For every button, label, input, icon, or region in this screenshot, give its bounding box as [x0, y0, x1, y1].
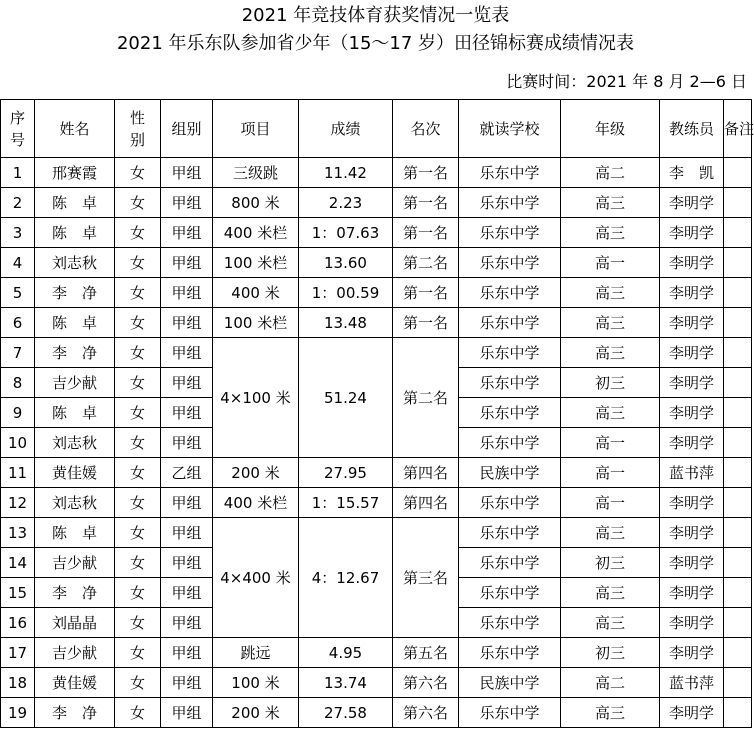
cell-result: 51.24 — [299, 338, 393, 458]
cell-group: 甲组 — [161, 578, 213, 608]
cell-school: 乐东中学 — [459, 698, 561, 728]
cell-coach: 李明学 — [660, 398, 724, 428]
header-seq — [1, 100, 35, 158]
cell-seq: 4 — [1, 248, 35, 278]
cell-result: 13.48 — [299, 308, 393, 338]
cell-result: 13.74 — [299, 668, 393, 698]
header-rank: 名次 — [393, 100, 459, 158]
cell-event: 100 米栏 — [213, 308, 299, 338]
cell-school: 乐东中学 — [459, 548, 561, 578]
header-seq-top: 序 — [9, 108, 25, 127]
cell-rank: 第三名 — [393, 518, 459, 638]
header-gender — [115, 100, 161, 158]
cell-school: 乐东中学 — [459, 368, 561, 398]
cell-gender: 女 — [115, 218, 161, 248]
header-school: 就读学校 — [459, 100, 561, 158]
cell-name: 吉少献 — [35, 548, 115, 578]
cell-coach: 李明学 — [660, 218, 724, 248]
cell-group: 甲组 — [161, 668, 213, 698]
cell-seq: 13 — [1, 518, 35, 548]
cell-rank: 第二名 — [393, 338, 459, 458]
cell-name: 黄佳媛 — [35, 668, 115, 698]
cell-grade: 高三 — [561, 338, 660, 368]
cell-note — [724, 578, 752, 608]
cell-note — [724, 458, 752, 488]
cell-seq: 17 — [1, 638, 35, 668]
table-row — [1, 638, 752, 668]
cell-seq: 16 — [1, 608, 35, 638]
cell-name: 李 净 — [35, 338, 115, 368]
cell-group: 甲组 — [161, 158, 213, 188]
cell-grade: 高三 — [561, 278, 660, 308]
table-row — [1, 518, 752, 548]
cell-result: 27.95 — [299, 458, 393, 488]
cell-school: 乐东中学 — [459, 188, 561, 218]
cell-group: 甲组 — [161, 218, 213, 248]
cell-grade: 高三 — [561, 698, 660, 728]
cell-seq: 11 — [1, 458, 35, 488]
table-row — [1, 278, 752, 308]
cell-seq: 5 — [1, 278, 35, 308]
cell-school: 民族中学 — [459, 668, 561, 698]
cell-gender: 女 — [115, 548, 161, 578]
header-note: 备注 — [724, 100, 752, 158]
cell-event: 100 米 — [213, 668, 299, 698]
cell-event: 200 米 — [213, 698, 299, 728]
header-coach: 教练员 — [660, 100, 724, 158]
table-header-row — [1, 100, 752, 158]
table-row — [1, 668, 752, 698]
cell-gender: 女 — [115, 668, 161, 698]
competition-date: 比赛时间：2021 年 8 月 2—6 日 — [506, 72, 747, 91]
cell-result: 11.42 — [299, 158, 393, 188]
cell-note — [724, 398, 752, 428]
cell-grade: 高一 — [561, 428, 660, 458]
cell-coach: 蓝书萍 — [660, 458, 724, 488]
cell-coach: 李明学 — [660, 188, 724, 218]
cell-gender: 女 — [115, 458, 161, 488]
cell-coach: 李 凯 — [660, 158, 724, 188]
cell-group: 甲组 — [161, 638, 213, 668]
cell-note — [724, 158, 752, 188]
cell-seq: 18 — [1, 668, 35, 698]
cell-gender: 女 — [115, 488, 161, 518]
cell-coach: 李明学 — [660, 698, 724, 728]
cell-event: 跳远 — [213, 638, 299, 668]
cell-seq: 10 — [1, 428, 35, 458]
cell-seq: 15 — [1, 578, 35, 608]
cell-event: 400 米栏 — [213, 218, 299, 248]
cell-grade: 高一 — [561, 248, 660, 278]
cell-note — [724, 218, 752, 248]
cell-gender: 女 — [115, 278, 161, 308]
cell-name: 陈 卓 — [35, 398, 115, 428]
cell-seq: 1 — [1, 158, 35, 188]
cell-name: 李 净 — [35, 698, 115, 728]
cell-group: 甲组 — [161, 548, 213, 578]
cell-school: 乐东中学 — [459, 158, 561, 188]
cell-name: 陈 卓 — [35, 518, 115, 548]
cell-gender: 女 — [115, 578, 161, 608]
cell-rank: 第二名 — [393, 248, 459, 278]
cell-coach: 蓝书萍 — [660, 668, 724, 698]
cell-note — [724, 248, 752, 278]
cell-seq: 19 — [1, 698, 35, 728]
cell-grade: 高一 — [561, 458, 660, 488]
cell-rank: 第一名 — [393, 218, 459, 248]
table-row — [1, 308, 752, 338]
cell-note — [724, 278, 752, 308]
cell-event: 4×400 米 — [213, 518, 299, 638]
cell-gender: 女 — [115, 698, 161, 728]
header-result: 成绩 — [299, 100, 393, 158]
cell-result: 4：12.67 — [299, 518, 393, 638]
cell-result: 1：00.59 — [299, 278, 393, 308]
cell-school: 乐东中学 — [459, 398, 561, 428]
cell-coach: 李明学 — [660, 278, 724, 308]
cell-name: 陈 卓 — [35, 188, 115, 218]
cell-name: 李 净 — [35, 578, 115, 608]
cell-note — [724, 428, 752, 458]
cell-grade: 初三 — [561, 548, 660, 578]
cell-group: 甲组 — [161, 488, 213, 518]
cell-group: 甲组 — [161, 608, 213, 638]
cell-school: 乐东中学 — [459, 488, 561, 518]
cell-seq: 14 — [1, 548, 35, 578]
cell-name: 邢赛霞 — [35, 158, 115, 188]
cell-note — [724, 338, 752, 368]
cell-group: 甲组 — [161, 698, 213, 728]
cell-gender: 女 — [115, 608, 161, 638]
results-table — [0, 99, 752, 728]
cell-gender: 女 — [115, 248, 161, 278]
cell-school: 乐东中学 — [459, 278, 561, 308]
cell-group: 甲组 — [161, 188, 213, 218]
cell-result: 2.23 — [299, 188, 393, 218]
cell-name: 吉少献 — [35, 368, 115, 398]
cell-school: 乐东中学 — [459, 428, 561, 458]
main-title: 2021 年竞技体育获奖情况一览表 — [241, 5, 510, 26]
cell-result: 1：07.63 — [299, 218, 393, 248]
cell-gender: 女 — [115, 308, 161, 338]
table-row — [1, 248, 752, 278]
cell-grade: 高一 — [561, 488, 660, 518]
cell-coach: 李明学 — [660, 308, 724, 338]
cell-note — [724, 368, 752, 398]
cell-school: 乐东中学 — [459, 248, 561, 278]
cell-rank: 第一名 — [393, 308, 459, 338]
cell-coach: 李明学 — [660, 338, 724, 368]
header-name: 姓名 — [35, 100, 115, 158]
cell-event: 100 米栏 — [213, 248, 299, 278]
cell-seq: 3 — [1, 218, 35, 248]
cell-grade: 高三 — [561, 608, 660, 638]
cell-grade: 高二 — [561, 158, 660, 188]
cell-school: 乐东中学 — [459, 608, 561, 638]
cell-group: 甲组 — [161, 338, 213, 368]
cell-group: 甲组 — [161, 518, 213, 548]
cell-group: 甲组 — [161, 398, 213, 428]
cell-rank: 第四名 — [393, 488, 459, 518]
cell-rank: 第四名 — [393, 458, 459, 488]
cell-note — [724, 638, 752, 668]
table-row — [1, 488, 752, 518]
cell-coach: 李明学 — [660, 518, 724, 548]
cell-grade: 高三 — [561, 218, 660, 248]
cell-event: 400 米栏 — [213, 488, 299, 518]
cell-coach: 李明学 — [660, 608, 724, 638]
cell-event: 800 米 — [213, 188, 299, 218]
cell-seq: 12 — [1, 488, 35, 518]
header-event: 项目 — [213, 100, 299, 158]
table-row — [1, 188, 752, 218]
cell-coach: 李明学 — [660, 548, 724, 578]
cell-grade: 高三 — [561, 578, 660, 608]
cell-school: 乐东中学 — [459, 338, 561, 368]
cell-name: 陈 卓 — [35, 308, 115, 338]
sub-title: 2021 年乐东队参加省少年（15～17 岁）田径锦标赛成绩情况表 — [116, 33, 635, 54]
header-gender-bottom: 别 — [129, 130, 145, 149]
cell-note — [724, 698, 752, 728]
cell-note — [724, 488, 752, 518]
table-body — [1, 158, 752, 728]
cell-gender: 女 — [115, 518, 161, 548]
cell-rank: 第一名 — [393, 278, 459, 308]
table-row — [1, 458, 752, 488]
cell-group: 甲组 — [161, 428, 213, 458]
cell-school: 乐东中学 — [459, 578, 561, 608]
cell-coach: 李明学 — [660, 368, 724, 398]
cell-grade: 高三 — [561, 398, 660, 428]
cell-note — [724, 548, 752, 578]
cell-grade: 高三 — [561, 308, 660, 338]
cell-group: 甲组 — [161, 278, 213, 308]
cell-coach: 李明学 — [660, 488, 724, 518]
table-row — [1, 698, 752, 728]
cell-result: 4.95 — [299, 638, 393, 668]
cell-result: 1：15.57 — [299, 488, 393, 518]
cell-coach: 李明学 — [660, 638, 724, 668]
cell-name: 刘志秋 — [35, 248, 115, 278]
cell-school: 乐东中学 — [459, 638, 561, 668]
cell-name: 黄佳媛 — [35, 458, 115, 488]
cell-grade: 初三 — [561, 368, 660, 398]
cell-school: 乐东中学 — [459, 518, 561, 548]
cell-rank: 第一名 — [393, 158, 459, 188]
cell-name: 刘晶晶 — [35, 608, 115, 638]
cell-group: 乙组 — [161, 458, 213, 488]
cell-note — [724, 608, 752, 638]
cell-gender: 女 — [115, 428, 161, 458]
cell-grade: 高二 — [561, 668, 660, 698]
cell-gender: 女 — [115, 398, 161, 428]
cell-result: 27.58 — [299, 698, 393, 728]
cell-rank: 第六名 — [393, 668, 459, 698]
header-gender-top: 性 — [129, 108, 145, 127]
header-group: 组别 — [161, 100, 213, 158]
cell-school: 乐东中学 — [459, 308, 561, 338]
cell-seq: 9 — [1, 398, 35, 428]
cell-grade: 高三 — [561, 518, 660, 548]
cell-grade: 初三 — [561, 638, 660, 668]
cell-school: 乐东中学 — [459, 218, 561, 248]
header-seq-bottom: 号 — [9, 130, 25, 149]
cell-note — [724, 518, 752, 548]
cell-rank: 第五名 — [393, 638, 459, 668]
cell-grade: 高三 — [561, 188, 660, 218]
cell-name: 刘志秋 — [35, 428, 115, 458]
cell-group: 甲组 — [161, 248, 213, 278]
cell-name: 陈 卓 — [35, 218, 115, 248]
cell-note — [724, 188, 752, 218]
cell-seq: 8 — [1, 368, 35, 398]
table-row — [1, 338, 752, 368]
cell-gender: 女 — [115, 638, 161, 668]
cell-rank: 第一名 — [393, 188, 459, 218]
cell-school: 民族中学 — [459, 458, 561, 488]
cell-gender: 女 — [115, 188, 161, 218]
cell-seq: 6 — [1, 308, 35, 338]
header-grade: 年级 — [561, 100, 660, 158]
cell-gender: 女 — [115, 338, 161, 368]
cell-name: 吉少献 — [35, 638, 115, 668]
table-row — [1, 158, 752, 188]
cell-coach: 李明学 — [660, 248, 724, 278]
cell-rank: 第六名 — [393, 698, 459, 728]
cell-result: 13.60 — [299, 248, 393, 278]
cell-seq: 7 — [1, 338, 35, 368]
cell-note — [724, 668, 752, 698]
cell-event: 三级跳 — [213, 158, 299, 188]
cell-group: 甲组 — [161, 368, 213, 398]
cell-group: 甲组 — [161, 308, 213, 338]
cell-event: 400 米 — [213, 278, 299, 308]
cell-coach: 李明学 — [660, 578, 724, 608]
cell-gender: 女 — [115, 368, 161, 398]
cell-name: 李 净 — [35, 278, 115, 308]
table-row — [1, 218, 752, 248]
cell-event: 4×100 米 — [213, 338, 299, 458]
cell-event: 200 米 — [213, 458, 299, 488]
cell-gender: 女 — [115, 158, 161, 188]
cell-seq: 2 — [1, 188, 35, 218]
cell-note — [724, 308, 752, 338]
cell-coach: 李明学 — [660, 428, 724, 458]
cell-name: 刘志秋 — [35, 488, 115, 518]
